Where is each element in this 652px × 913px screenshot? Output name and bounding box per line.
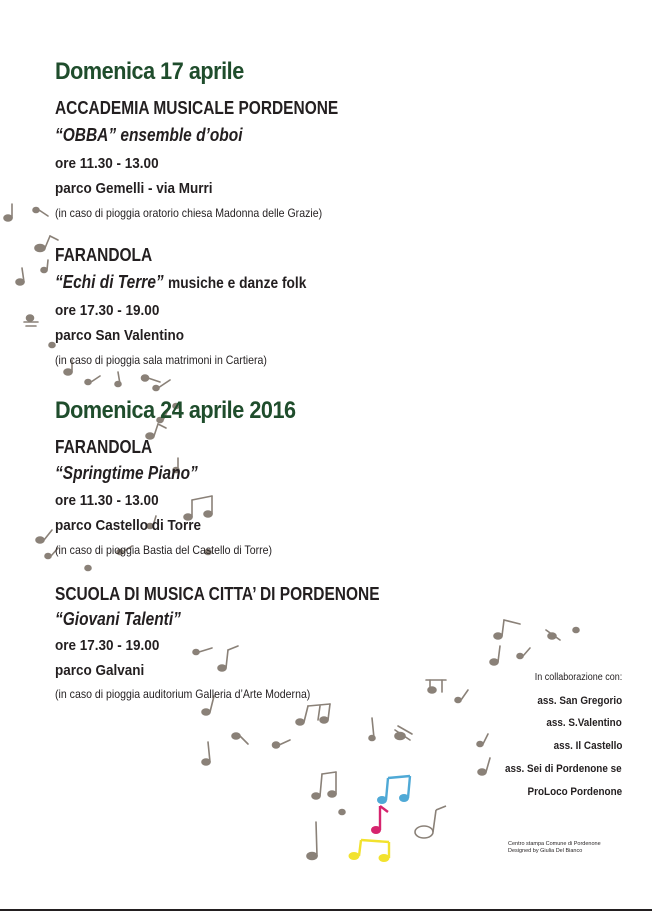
event1-time1: ore 11.30 - 13.00: [55, 155, 159, 172]
credit-print: Centro stampa Comune di Pordenone: [508, 841, 601, 847]
event2-rain2: (in caso di pioggia auditorium Galleria d’Arte Moderna): [55, 687, 311, 701]
partner-item: ass. San Gregorio: [537, 695, 622, 707]
partner-item: ass. S.Valentino: [546, 717, 622, 729]
partner-item: ProLoco Pordenone: [527, 786, 622, 798]
event2-rain1: (in caso di pioggia Bastia del Castello di Torre): [55, 543, 272, 557]
event2-time2: ore 17.30 - 19.00: [55, 637, 160, 654]
event1-ensemble1: “OBBA” ensemble d’oboi: [55, 125, 243, 145]
event1-place1: parco Gemelli - via Murri: [55, 180, 213, 197]
event1-org2: FARANDOLA: [55, 245, 153, 265]
event1-time2: ore 17.30 - 19.00: [55, 302, 160, 319]
event1-rain1: (in caso di pioggia oratorio chiesa Madonna delle Grazie): [55, 206, 323, 220]
event2-ensemble2: “Giovani Talenti”: [55, 609, 181, 629]
event2-date: Domenica 24 aprile 2016: [55, 397, 296, 424]
event1-place2: parco San Valentino: [55, 327, 185, 344]
event1-date: Domenica 17 aprile: [55, 58, 244, 85]
event2-place2: parco Galvani: [55, 662, 145, 679]
partner-item: ass. Il Castello: [553, 740, 622, 752]
collaboration-heading: In collaborazione con:: [534, 672, 622, 683]
event2-time1: ore 11.30 - 13.00: [55, 492, 159, 509]
event2-org1: FARANDOLA: [55, 437, 153, 457]
credit-design: Designed by Giulia Del Bianco: [508, 848, 583, 854]
event1-rain2: (in caso di pioggia sala matrimoni in Cartiera): [55, 353, 267, 367]
partner-item: ass. Sei di Pordenone se: [505, 763, 622, 775]
event2-place1: parco Castello di Torre: [55, 517, 202, 534]
event1-ensemble2: [55, 272, 306, 293]
event1-ensemble2-title: “Echi di Terre”: [55, 272, 164, 292]
event2-org2: SCUOLA DI MUSICA CITTA’ DI PORDENONE: [55, 584, 380, 604]
event1-org1: ACCADEMIA MUSICALE PORDENONE: [55, 98, 339, 118]
event2-ensemble1: “Springtime Piano”: [55, 463, 198, 483]
bottom-rule: [0, 909, 652, 911]
event1-ensemble2-sub: musiche e danze folk: [167, 275, 307, 292]
